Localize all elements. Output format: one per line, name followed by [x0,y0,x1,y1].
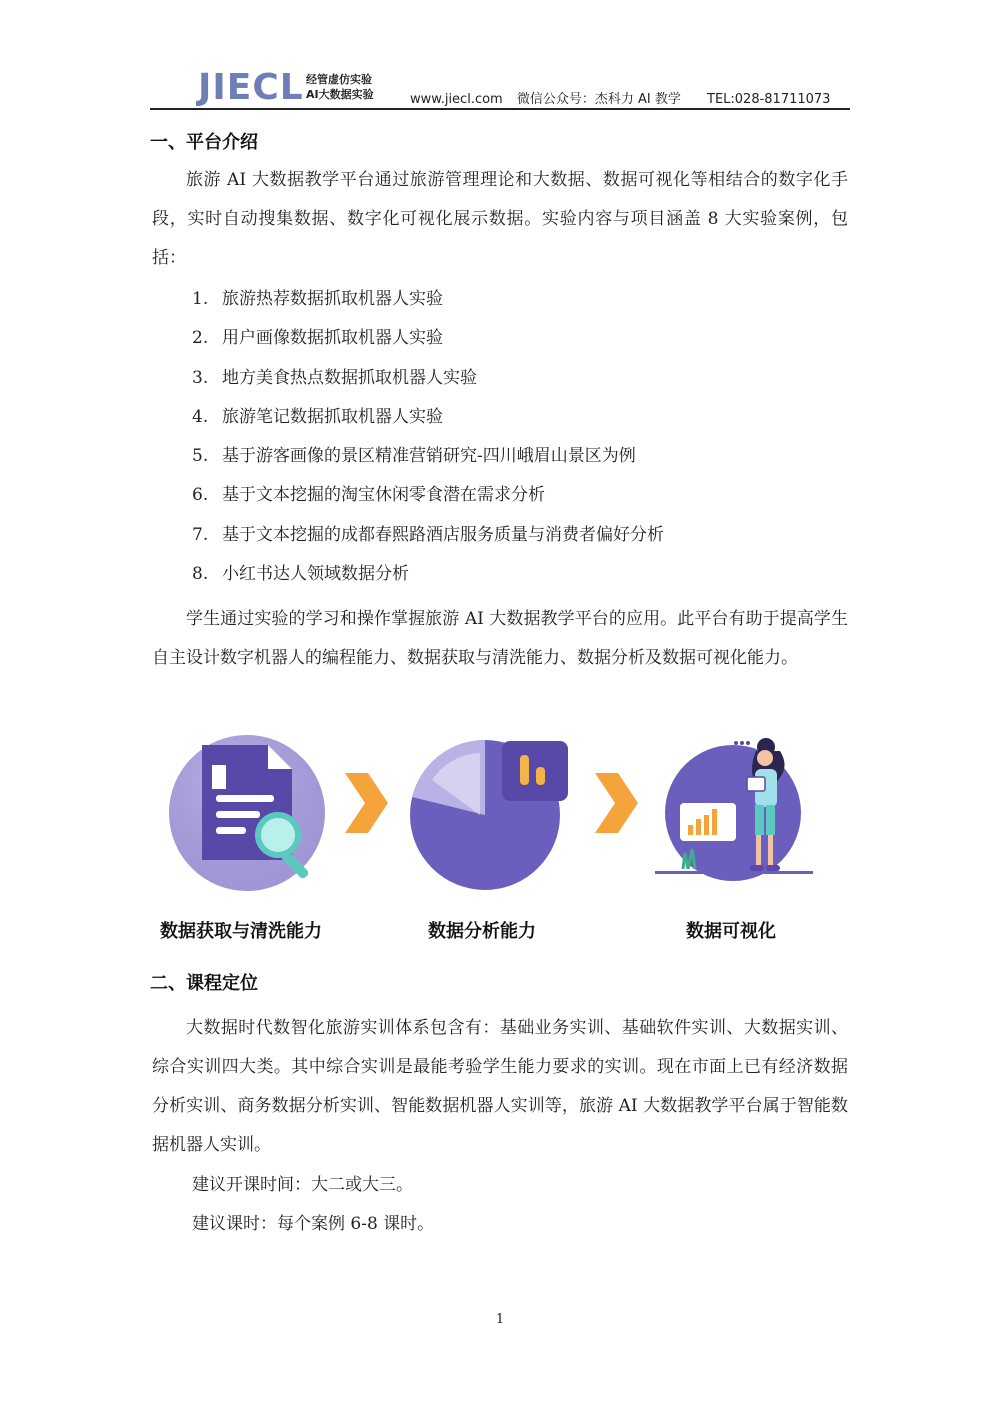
list-item-number: 1. [192,289,209,309]
list-item-text: 地方美食热点数据抓取机器人实验 [222,367,477,388]
caption-data-analysis: 数据分析能力 [428,921,536,942]
caption-data-visualization: 数据可视化 [686,921,776,942]
list-item [192,280,664,319]
document-search-icon [169,735,325,891]
suggested-hours: 建议课时：每个案例 6-8 课时。 [192,1214,435,1234]
list-item-number: 6. [192,485,209,506]
list-item [192,437,664,476]
page-number: 1 [495,1312,505,1327]
list-item-text: 基于文本挖掘的成都春熙路酒店服务质量与消费者偏好分析 [222,524,664,545]
list-item-text: 基于游客画像的景区精准营销研究-四川峨眉山景区为例 [222,446,636,467]
page-header [150,66,850,110]
arrow-right-icon [595,773,638,833]
logo: JIECL [198,67,304,108]
summary-paragraph: 学生通过实验的学习和操作掌握旅游 AI 大数据教学平台的应用。此平台有助于提高学生自主设计数字机器人的编程能力、数据获取与清洗能力、数据分析及数据可视化能力。 [152,609,848,668]
list-item-text: 旅游热荐数据抓取机器人实验 [222,289,443,309]
logo-subtitle-line-1: 经管虚仿实验 [306,73,372,86]
list-item [192,555,664,594]
capability-graphic [150,725,850,910]
list-item [192,476,664,515]
section-heading-course: 二、课程定位 [150,973,258,994]
phone-number: TEL:028-81711073 [707,92,831,107]
pie-chart-icon [410,740,568,890]
data-visualization-icon [655,738,813,881]
list-item-text: 基于文本挖掘的淘宝休闲零食潜在需求分析 [222,485,545,506]
wechat-info: 微信公众号：杰科力 AI 教学 [516,92,681,107]
list-item-number: 2. [192,328,209,349]
intro-paragraph: 旅游 AI 大数据教学平台通过旅游管理理论和大数据、数据可视化等相结合的数字化手段，实时自动搜集数据、数字化可视化展示数据。实验内容与项目涵盖 8 大实验案例，包括： [152,170,848,268]
header-divider [150,108,850,110]
website-link[interactable]: www.jiecl.com [410,92,503,107]
experiment-list [192,280,664,594]
course-paragraph: 大数据时代数智化旅游实训体系包含有：基础业务实训、基础软件实训、大数据实训、综合实训四大类。其中综合实训是最能考验学生能力要求的实训。现在市面上已有经济数据分析实训、商务数据分析实训、智能数据机器人实训等，旅游 AI 大数据教学平台属于智能数据机器人实训。 [152,1018,848,1155]
list-item-number: 8. [192,564,209,585]
arrow-right-icon [345,773,388,833]
logo-subtitle-line-2: AI大数据实验 [306,88,374,101]
list-item [192,319,664,358]
list-item [192,359,664,398]
section-heading-platform: 一、平台介绍 [150,132,258,153]
list-item-text: 用户画像数据抓取机器人实验 [222,328,443,349]
list-item [192,398,664,437]
list-item [192,516,664,555]
list-item-number: 3. [192,367,209,388]
list-item-number: 7. [192,524,209,545]
list-item-number: 4. [192,406,209,427]
suggested-term: 建议开课时间：大二或大三。 [192,1175,413,1195]
header-contact [410,88,840,107]
logo-subtitle [306,72,374,102]
list-item-text: 小红书达人领域数据分析 [222,564,409,585]
list-item-number: 5. [192,446,209,467]
capability-illustration [150,725,850,955]
list-item-text: 旅游笔记数据抓取机器人实验 [222,406,443,427]
caption-data-acquisition: 数据获取与清洗能力 [160,921,322,942]
